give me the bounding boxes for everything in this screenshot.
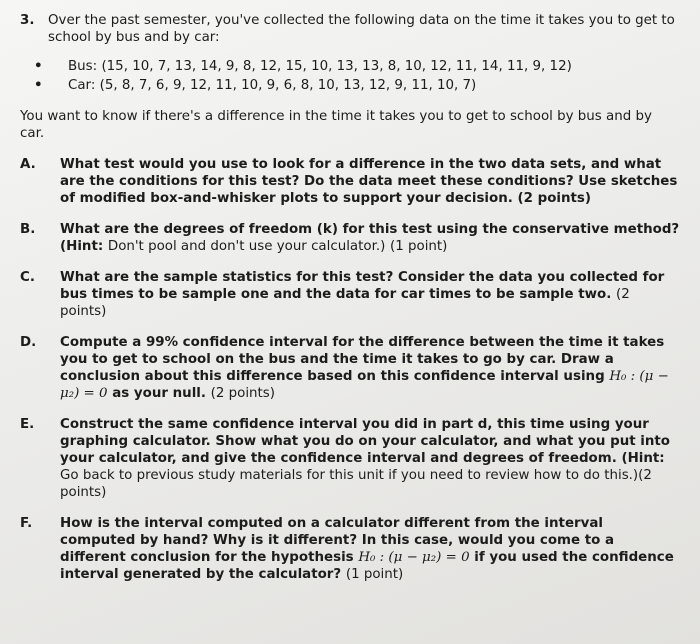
question-intro: Over the past semester, you've collected the following data on the time it takes you to get to school by bus and by car: — [48, 13, 675, 45]
bullet-icon: • — [34, 59, 43, 74]
part-c — [20, 269, 680, 320]
part-b-letter: B. — [20, 222, 36, 237]
part-b-hint-label: Hint: — [66, 239, 104, 254]
car-values: (5, 8, 7, 6, 9, 12, 11, 10, 9, 6, 8, 10, 13, 12, 9, 11, 10, 7) — [99, 78, 477, 93]
part-d-letter: D. — [20, 335, 37, 350]
part-b-text: What are the degrees of freedom (k) for this test using the conservative method? ( — [60, 222, 680, 254]
part-d-points: (2 points) — [210, 386, 275, 401]
part-d-text: Compute a 99% confidence interval for the difference between the time it takes you to get to school on the bus and the time it takes to go by car. Draw a conclusion about this difference based on this confidence interval using — [60, 335, 665, 384]
part-e-hint: Go back to previous study materials for this unit if you need to review how to do this.) — [60, 468, 639, 483]
part-e-text: Construct the same confidence interval you did in part d, this time using your graphing calculator. Show what you do on your calculator, and what you put into your calculator, and give the confidence interval and degrees of freedom. ( — [60, 417, 671, 466]
part-b-hint: Don't pool and don't use your calculator.) — [107, 239, 386, 254]
part-f-hypothesis: H₀ : (μ − μ₂) = 0 — [358, 550, 470, 565]
part-e-hint-label: Hint: — [627, 451, 665, 466]
part-c-text: What are the sample statistics for this test? Consider the data you collected for bus times to be sample one and the data for car times to be sample two. — [60, 270, 665, 302]
question-lead: You want to know if there's a difference in the time it takes you to get to school by bus and by car. — [20, 109, 652, 141]
list-item — [34, 77, 680, 94]
part-a-letter: A. — [20, 157, 36, 172]
part-c-letter: C. — [20, 270, 35, 285]
worksheet-page — [20, 12, 680, 583]
part-a-points: (2 points) — [517, 191, 592, 206]
bus-values: (15, 10, 7, 13, 14, 9, 8, 12, 15, 10, 13, 13, 8, 10, 12, 11, 14, 11, 9, 12) — [101, 59, 572, 74]
bullet-icon: • — [34, 78, 43, 93]
part-a-text: What test would you use to look for a difference in the two data sets, and what are the conditions for this test? Do the data meet these conditions? Use sketches of modified box-and-whisker plots to support your decision. — [60, 157, 678, 206]
part-e-points: (2 points) — [60, 468, 652, 500]
question-header — [20, 12, 680, 46]
part-f-points: (1 point) — [345, 567, 404, 582]
part-f-after: if you used the confidence interval generated by the calculator? — [60, 550, 674, 582]
part-c-points: (2 points) — [60, 287, 630, 319]
part-f-letter: F. — [20, 516, 33, 531]
part-d — [20, 334, 680, 402]
list-item — [34, 58, 680, 75]
part-b — [20, 221, 680, 255]
part-f-text: How is the interval computed on a calculator different from the interval computed by hand? Why is it different? In this case, would you come to a different conclusion for the hypothesis — [60, 516, 615, 565]
bus-label: Bus: — [68, 59, 98, 74]
data-list — [20, 58, 680, 94]
part-d-hypothesis: H₀ : (μ − μ₂) = 0 — [60, 369, 669, 401]
part-f — [20, 515, 680, 583]
part-a — [20, 156, 680, 207]
part-b-points: (1 point) — [390, 239, 448, 254]
question-number: 3. — [20, 13, 35, 28]
part-e — [20, 416, 680, 501]
car-label: Car: — [68, 78, 96, 93]
part-e-letter: E. — [20, 417, 35, 432]
part-d-after: as your null. — [112, 386, 206, 401]
